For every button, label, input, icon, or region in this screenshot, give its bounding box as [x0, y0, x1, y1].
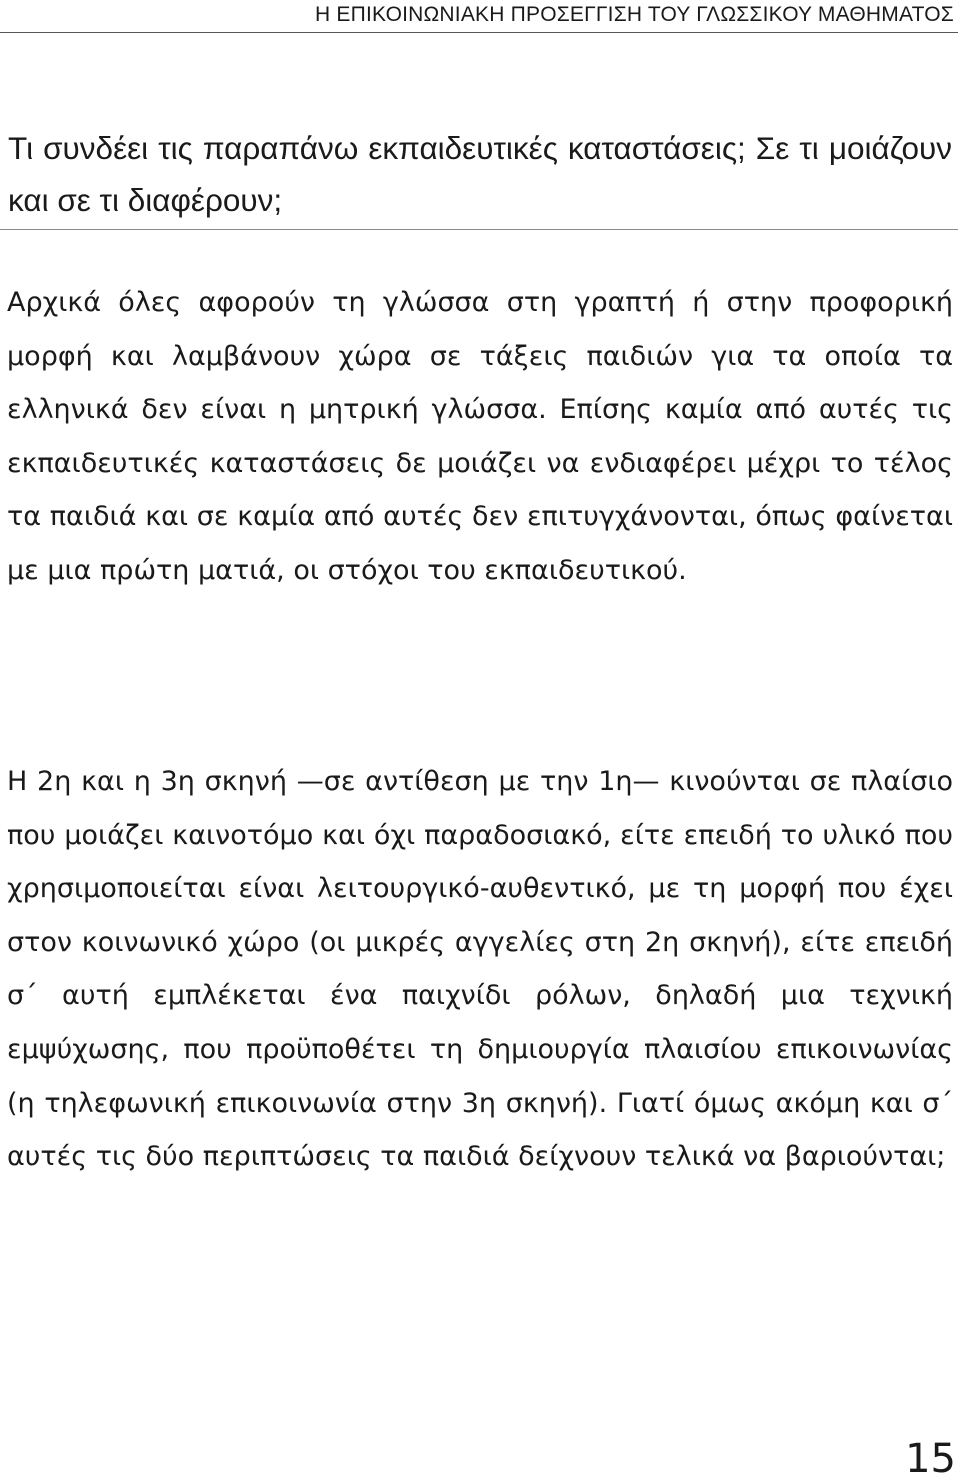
running-header: Η ΕΠΙΚΟΙΝΩΝΙΑΚΗ ΠΡΟΣΕΓΓΙΣΗ ΤΟΥ ΓΛΩΣΣΙΚΟΥ ΜΑΘΗΜΑΤΟΣ [315, 3, 954, 26]
section-question: Τι συνδέει τις παραπάνω εκπαιδευτικές καταστάσεις; Σε τι μοιάζουν και σε τι διαφέρουν; [8, 130, 952, 218]
header-divider [0, 32, 958, 33]
page-number: 15 [905, 1436, 956, 1482]
paragraph-2: Η 2η και η 3η σκηνή —σε αντίθεση με την 1η— κινούνται σε πλαίσιο που μοιάζει καινοτόμο και όχι παραδοσιακό, είτε επειδή το υλικό που χρησιμοποιείται είναι λειτουργικό-αυθεντικό, με τη μορφή που έχει στον κοινωνικό χώρο (οι μικρές αγγελίες στη 2η σκηνή), είτε επειδή σ΄ αυτή εμπλέκεται ένα παιχνίδι ρόλων, δηλαδή μια τεχνική εμψύχωσης, που προϋποθέτει τη δημιουργία πλαισίου επικοινωνίας (η τηλεφωνική επικοινωνία στην 3η σκηνή). Γιατί όμως ακόμη και σ΄ αυτές τις δύο περιπτώσεις τα παιδιά δείχνουν τελικά να βαριούνται; [7, 766, 953, 1173]
question-divider [0, 229, 958, 230]
paragraph-1: Αρχικά όλες αφορούν τη γλώσσα στη γραπτή ή στην προφορική μορφή και λαμβάνουν χώρα σε τάξεις παιδιών για τα οποία τα ελληνικά δεν είναι η μητρική γλώσσα. Επίσης καμία από αυτές τις εκπαιδευτικές καταστάσεις δε μοιάζει να ενδιαφέρει μέχρι το τέλος τα παιδιά και σε καμία από αυτές δεν επιτυγχάνονται, όπως φαίνεται με μια πρώτη ματιά, οι στόχοι του εκπαιδευτικού. [7, 287, 953, 586]
